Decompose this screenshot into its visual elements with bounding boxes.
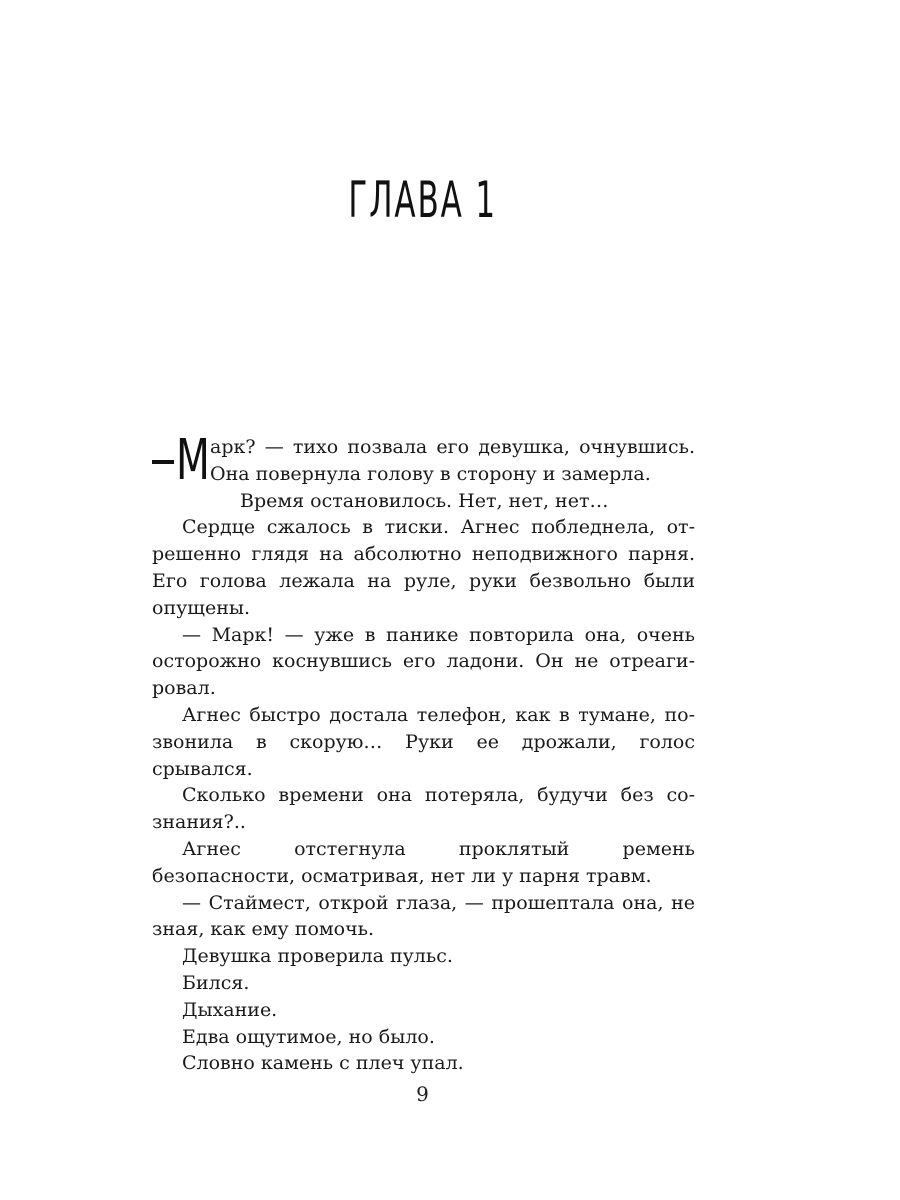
paragraph: Время остановилось. Нет, нет, нет… — [240, 489, 609, 512]
paragraph: Словно камень с плеч упал. — [182, 1052, 464, 1075]
page-number: 9 — [416, 1082, 429, 1106]
opening-paragraph — [152, 428, 695, 493]
paragraph: Едва ощутимое, но было. — [182, 1025, 435, 1048]
opening-text: арк? — тихо позвала его девушка, очнувшись. Она повернула голову в сторону и замерла. — [210, 436, 695, 485]
chapter-text — [152, 428, 695, 1077]
paragraph: Агнес отстегнула проклятый ремень безопасности, осматривая, нет ли у парня травм. — [152, 837, 695, 887]
drop-cap-letter: М — [176, 428, 210, 493]
paragraph: — Стаймест, открой глаза, — прошептала она, не зная, как ему помочь. — [152, 891, 695, 941]
chapter-title: ГЛАВА 1 — [348, 171, 497, 229]
paragraph: Сердце сжалось в тиски. Агнес побледнела, отрешенно глядя на абсолютно неподвижного парня. Его голова лежала на руле, руки безвольно были опущены. — [152, 516, 695, 619]
paragraph: — Марк! — уже в панике повторила она, очень осторожно коснувшись его ладони. Он не отреагировал. — [152, 623, 695, 700]
paragraph: Бился. — [182, 971, 250, 994]
paragraph: Дыхание. — [182, 998, 278, 1021]
paragraph: Агнес быстро достала телефон, как в тумане, позвонила в скорую… Руки ее дрожали, голос срывался. — [152, 703, 695, 780]
drop-cap — [152, 428, 210, 493]
drop-cap-dash — [152, 460, 174, 464]
paragraph: Девушка проверила пульс. — [182, 945, 453, 968]
paragraph: Сколько времени она потеряла, будучи без сознания?.. — [152, 784, 695, 834]
